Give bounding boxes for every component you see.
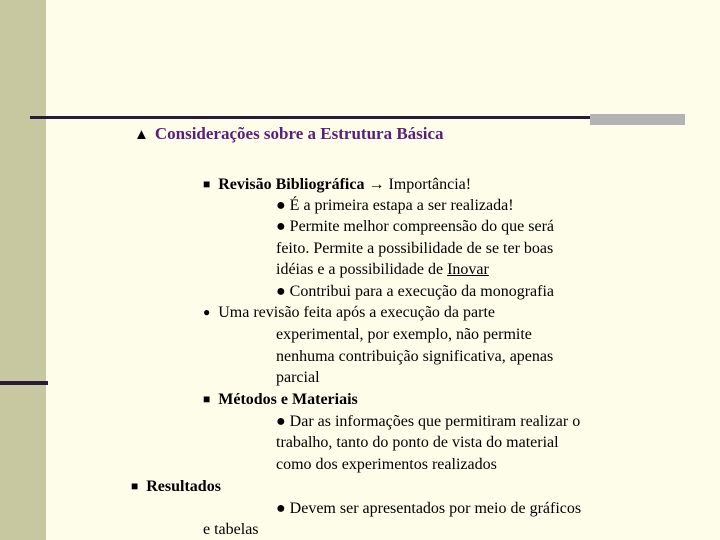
- metodos-line: [203, 389, 358, 410]
- metodos-line-1: ● Dar as informações que permitiram realizar o: [276, 413, 581, 430]
- dot-bullet-icon: ●: [203, 305, 211, 319]
- title-rule-accent: [590, 114, 685, 125]
- revisao-point-2: ● Permite melhor compreensão do que será: [276, 218, 555, 235]
- left-side-band: [0, 0, 46, 540]
- triangle-bullet-icon: ▲: [134, 127, 149, 143]
- slide-heading: [134, 124, 444, 144]
- square-bullet-icon: ■: [203, 177, 211, 191]
- title-rule: [30, 116, 590, 119]
- uma-line-4: parcial: [276, 369, 320, 386]
- revisao-line: [203, 174, 471, 195]
- slide-heading-text: Considerações sobre a Estrutura Básica: [154, 124, 444, 143]
- resultados-line-1: ● Devem ser apresentados por meio de gráficos: [276, 500, 582, 517]
- inovar-text: Inovar: [447, 261, 489, 278]
- resultados-title: Resultados: [146, 478, 221, 495]
- square-bullet-icon: ■: [203, 392, 211, 406]
- revisao-point-2-cont2: [276, 259, 489, 280]
- side-band-accent: [0, 381, 48, 385]
- resultados-line-2: e tabelas: [203, 521, 259, 538]
- uma-line-3: nenhuma contribuição significativa, apenas: [276, 348, 554, 365]
- metodos-title: Métodos e Materiais: [218, 391, 358, 408]
- revisao-idea-text: idéias e a possibilidade de: [276, 261, 444, 278]
- revisao-point-2-cont: feito. Permite a possibilidade de se ter boas: [276, 240, 554, 257]
- uma-line: [203, 302, 495, 323]
- square-bullet-icon: ■: [131, 479, 139, 493]
- revisao-point-1: ● É a primeira estapa a ser realizada!: [276, 197, 514, 214]
- metodos-line-3: como dos experimentos realizados: [276, 456, 497, 473]
- resultados-line: [131, 476, 221, 497]
- revisao-point-3: ● Contribui para a execução da monografia: [276, 283, 554, 300]
- metodos-line-2: trabalho, tanto do ponto de vista do material: [276, 434, 559, 451]
- revisao-suffix: Importância!: [388, 176, 472, 193]
- uma-line-1: Uma revisão feita após a execução da parte: [218, 304, 495, 321]
- arrow-right-icon: →: [368, 176, 385, 193]
- revisao-title: Revisão Bibliográfica: [218, 176, 365, 193]
- uma-line-2: experimental, por exemplo, não permite: [276, 326, 532, 343]
